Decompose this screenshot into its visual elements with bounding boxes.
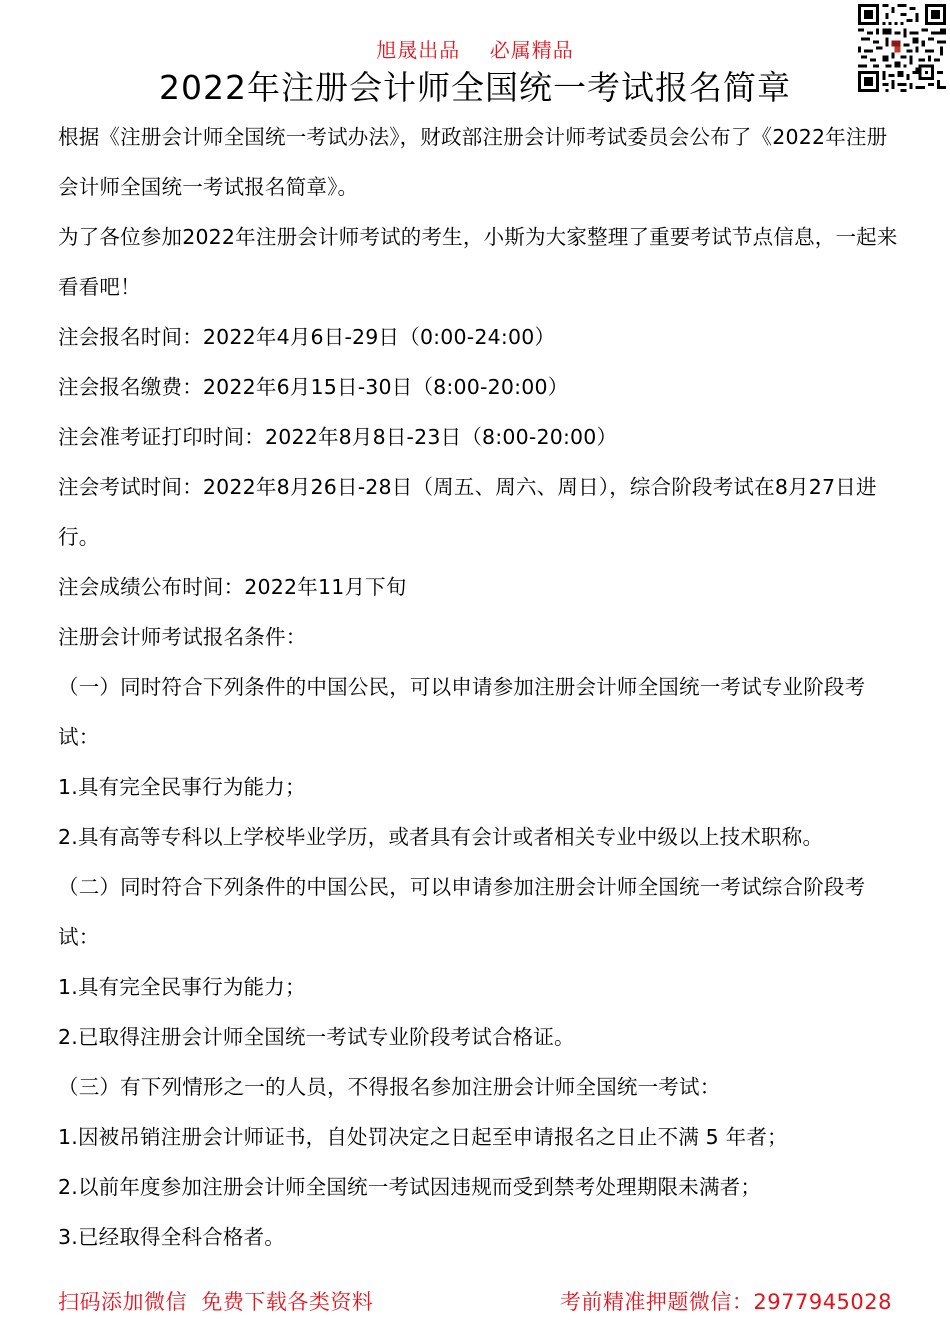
footer-left-promo: 扫码添加微信 免费下载各类资料 xyxy=(58,1290,374,1314)
paragraph: 注会报名缴费：2022年6月15日-30日（8:00-20:00） xyxy=(58,375,569,399)
paragraph: 为了各位参加2022年注册会计师考试的考生，小斯为大家整理了重要考试节点信息，一起来看看吧！ xyxy=(58,225,898,299)
paragraph: （二）同时符合下列条件的中国公民，可以申请参加注册会计师全国统一考试综合阶段考试： xyxy=(58,875,866,949)
paragraph: 1.因被吊销注册会计师证书，自处罚决定之日起至申请报名之日止不满 5 年者； xyxy=(58,1125,788,1149)
page-title: 2022年注册会计师全国统一考试报名简章 xyxy=(159,68,791,107)
paragraph: 2.具有高等专科以上学校毕业学历，或者具有会计或者相关专业中级以上技术职称。 xyxy=(58,825,824,849)
footer-right-contact: 考前精准押题微信：2977945028 xyxy=(559,1290,892,1314)
header-slogan: 旭晟出品 必属精品 xyxy=(376,38,574,62)
paragraph: 注会报名时间：2022年4月6日-29日（0:00-24:00） xyxy=(58,325,556,349)
paragraph: 根据《注册会计师全国统一考试办法》，财政部注册会计师考试委员会公布了《2022年注册会计师全国统一考试报名简章》。 xyxy=(58,125,888,199)
paragraph: 注会考试时间：2022年8月26日-28日（周五、周六、周日），综合阶段考试在8月27日进行。 xyxy=(58,475,877,549)
paragraph: 1.具有完全民事行为能力； xyxy=(58,975,306,999)
paragraph: （三）有下列情形之一的人员，不得报名参加注册会计师全国统一考试： xyxy=(58,1075,721,1099)
paragraph: 2.以前年度参加注册会计师全国统一考试因违规而受到禁考处理期限未满者； xyxy=(58,1175,762,1199)
paragraph: 注册会计师考试报名条件： xyxy=(58,625,307,649)
paragraph: 3.已经取得全科合格者。 xyxy=(58,1225,285,1249)
paragraph: 2.已取得注册会计师全国统一考试专业阶段考试合格证。 xyxy=(58,1025,575,1049)
paragraph: 注会成绩公布时间：2022年11月下旬 xyxy=(58,575,407,599)
document-body xyxy=(58,112,898,1262)
paragraph: 注会准考证打印时间：2022年8月8日-23日（8:00-20:00） xyxy=(58,425,618,449)
paragraph: （一）同时符合下列条件的中国公民，可以申请参加注册会计师全国统一考试专业阶段考试： xyxy=(58,675,866,749)
paragraph: 1.具有完全民事行为能力； xyxy=(58,775,306,799)
